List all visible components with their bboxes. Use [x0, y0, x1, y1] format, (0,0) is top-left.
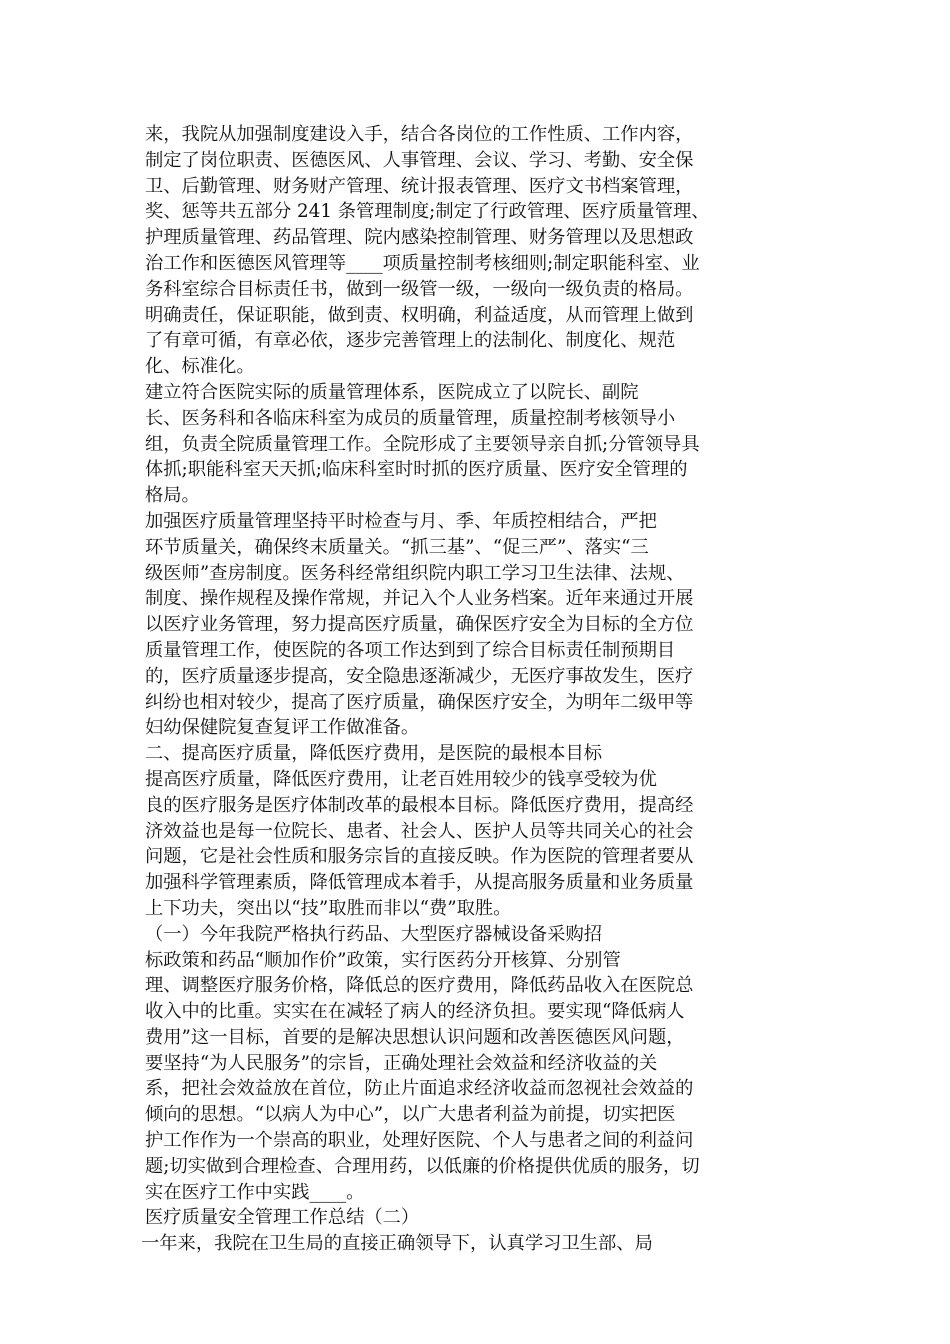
text-line: 级医师”查房制度。医务科经常组织院内职工学习卫生法律、法规、 [145, 562, 685, 584]
text-line: 护工作作为一个崇高的职业，处理好医院、个人与患者之间的利益问 [145, 1130, 694, 1152]
text-line: 质量管理工作，使医院的各项工作达到到了综合目标责任制预期目 [145, 639, 676, 661]
text-line: 环节质量关，确保终末质量关。“抓三基”、“促三严”、落实“三 [145, 536, 649, 558]
text-line: 上下功夫，突出以“技”取胜而非以“费”取胜。 [145, 897, 512, 919]
text-line: 的，医疗质量逐步提高，安全隐患逐渐减少，无医疗事故发生，医疗 [145, 665, 694, 687]
text-line: 收入中的比重。实实在在减轻了病人的经济负担。要实现“降低病人 [145, 1001, 685, 1023]
text-line: 加强医疗质量管理坚持平时检查与月、季、年质控相结合，严把 [145, 510, 657, 532]
text-line: 费用”这一目标，首要的是解决思想认识问题和改善医德医风问题， [145, 1026, 685, 1048]
text-line: 护理质量管理、药品管理、院内感染控制管理、财务管理以及思想政 [145, 227, 694, 249]
text-line: 良的医疗服务是医疗体制改革的最根本目标。降低医疗费用，提高经 [145, 794, 694, 816]
text-line: 以医疗业务管理，努力提高医疗质量，确保医疗安全为目标的全方位 [145, 614, 694, 636]
text-line: 建立符合医院实际的质量管理体系，医院成立了以院长、副院 [145, 381, 639, 403]
text-line: 组，负责全院质量管理工作。全院形成了主要领导亲自抓;分管领导具 [145, 433, 700, 455]
text-line: 问题，它是社会性质和服务宗旨的直接反映。作为医院的管理者要从 [145, 846, 694, 868]
text-line: 纠纷也相对较少，提高了医疗质量，确保医疗安全，为明年二级甲等 [145, 691, 694, 713]
document-body [141, 122, 730, 1257]
text-line: 倾向的思想。“以病人为中心”，以广大患者利益为前提，切实把医 [145, 1104, 676, 1126]
text-line: 制定了岗位职责、医德医风、人事管理、会议、学习、考勤、安全保 [145, 149, 694, 171]
text-line: 务科室综合目标责任书，做到一级管一级，一级向一级负责的格局。 [145, 278, 694, 300]
text-line: 了有章可循，有章必依，逐步完善管理上的法制化、制度化、规范 [145, 330, 676, 352]
text-line: 奖、惩等共五部分 241 条管理制度;制定了行政管理、医疗质量管理、 [145, 201, 710, 223]
text-line: 化、标准化。 [145, 356, 255, 378]
text-line: 一年来，我院在卫生局的直接正确领导下，认真学习卫生部、局 [141, 1233, 653, 1255]
text-line: 卫、后勤管理、财务财产管理、统计报表管理、医疗文书档案管理， [145, 175, 694, 197]
text-line: 来，我院从加强制度建设入手，结合各岗位的工作性质、工作内容， [145, 124, 694, 145]
document-title: 医疗质量安全管理工作总结（二） [145, 1207, 420, 1229]
text-line: 格局。 [145, 485, 200, 507]
text-line: 要坚持“为人民服务”的宗旨，正确处理社会效益和经济收益的关 [145, 1052, 658, 1074]
section-heading: 二、提高医疗质量，降低医疗费用，是医院的最根本目标 [145, 743, 603, 765]
text-line: 明确责任，保证职能，做到责、权明确，利益适度，从而管理上做到 [145, 304, 694, 326]
text-line: 标政策和药品“顺加作价”政策，实行医药分开核算、分别管 [145, 949, 621, 971]
text-line: 题;切实做到合理检查、合理用药，以低廉的价格提供优质的服务，切 [145, 1155, 700, 1177]
text-line: 系，把社会效益放在首位，防止片面追求经济收益而忽视社会效益的 [145, 1078, 694, 1100]
text-line: 制度、操作规程及操作常规，并记入个人业务档案。近年来通过开展 [145, 588, 694, 610]
text-line: 实在医疗工作中实践____。 [145, 1181, 365, 1203]
text-line: 妇幼保健院复查复评工作做准备。 [145, 717, 420, 739]
text-line: 加强科学管理素质，降低管理成本着手，从提高服务质量和业务质量 [145, 872, 694, 894]
text-line: 长、医务科和各临床科室为成员的质量管理，质量控制考核领导小 [145, 407, 676, 429]
subsection-heading: （一）今年我院严格执行药品、大型医疗器械设备采购招 [145, 923, 603, 945]
text-line: 提高医疗质量，降低医疗费用，让老百姓用较少的钱享受较为优 [145, 768, 657, 790]
text-line: 治工作和医德医风管理等____项质量控制考核细则;制定职能科室、业 [145, 252, 700, 274]
text-line: 济效益也是每一位院长、患者、社会人、医护人员等共同关心的社会 [145, 820, 694, 842]
text-line: 体抓;职能科室天天抓;临床科室时时抓的医疗质量、医疗安全管理的 [145, 459, 688, 481]
text-line: 理、调整医疗服务价格，降低总的医疗费用，降低药品收入在医院总 [145, 975, 694, 997]
